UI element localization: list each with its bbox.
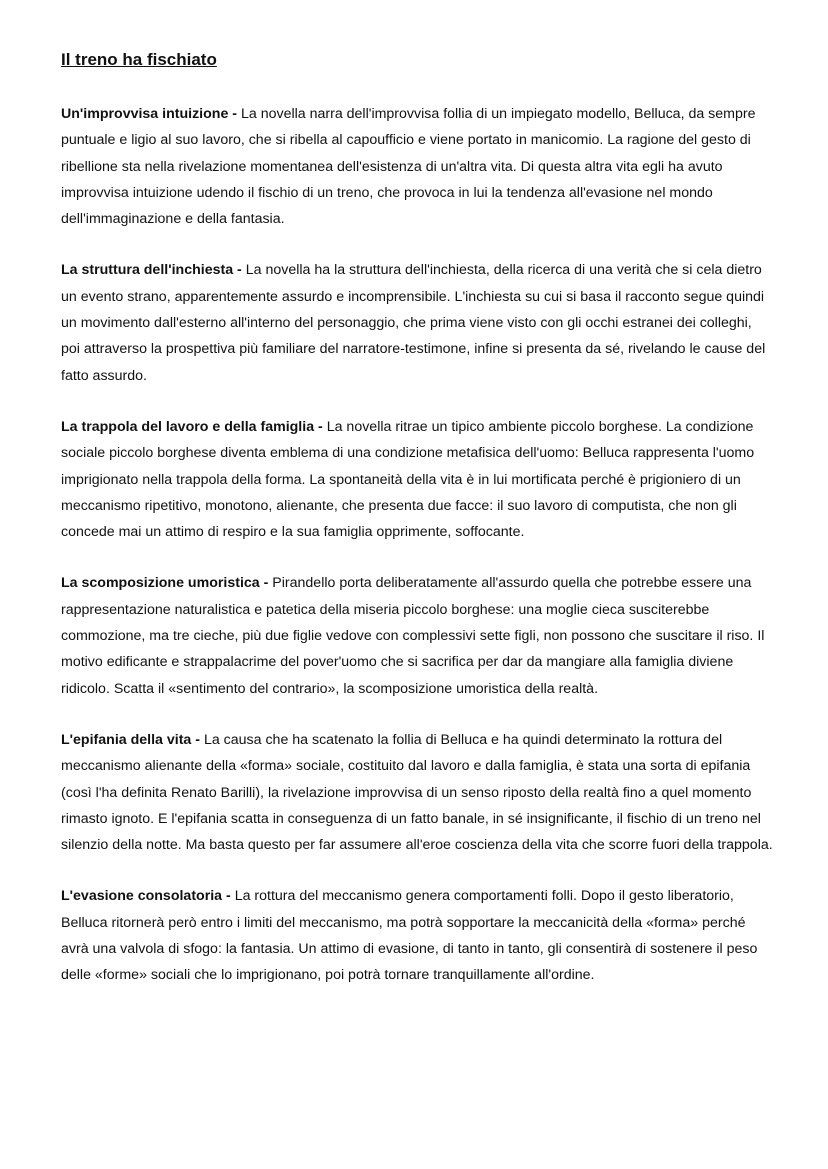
section-heading: La struttura dell'inchiesta - [61, 262, 242, 279]
section-struttura [61, 257, 773, 388]
section-intuizione [61, 101, 773, 232]
section-heading: L'epifania della vita - [61, 731, 200, 748]
section-heading: La trappola del lavoro e della famiglia - [61, 418, 323, 435]
section-heading: La scomposizione umoristica - [61, 575, 269, 592]
section-body: Pirandello porta deliberatamente all'assurdo quella che potrebbe essere una rappresentazione naturalistica e patetica della miseria piccolo borghese: una moglie cieca susciterebbe commozione, ma tre cieche, più due figlie vedove con complessivi sette figli, non possono che suscitare il riso. Il motivo edificante e strappalacrime del pover'uomo che si sacrifica per dar da mangiare alla famiglia diviene ridicolo. Scatta il «sentimento del contrario», la scomposizione umoristica della realtà. [61, 575, 765, 697]
section-body: La novella ha la struttura dell'inchiesta, della ricerca di una verità che si cela dietro un evento strano, apparentemente assurdo e incomprensibile. L'inchiesta su cui si basa il racconto segue quindi un movimento dall'esterno all'interno del personaggio, che prima viene visto con gli occhi estranei dei colleghi, poi attraverso la prospettiva più familiare del narratore-testimone, infine si presenta da sé, rivelando le cause del fatto assurdo. [61, 262, 766, 384]
document-title: Il treno ha fischiato [61, 50, 217, 69]
section-scomposizione [61, 570, 773, 701]
document-page [61, 48, 773, 989]
section-evasione [61, 883, 773, 988]
section-body: La causa che ha scatenato la follia di Belluca e ha quindi determinato la rottura del meccanismo alienante della «forma» sociale, costituito dal lavoro e dalla famiglia, è stata una sorta di epifania (così l'ha definita Renato Barilli), la rivelazione improvvisa di un senso riposto della realtà fino a quel momento rimasto ignoto. E l'epifania scatta in conseguenza di un fatto banale, in sé insignificante, il fischio di un treno nel silenzio della notte. Ma basta questo per far assumere all'eroe coscienza della vita che scorre fuori della trappola. [61, 731, 773, 854]
section-body: La novella ritrae un tipico ambiente piccolo borghese. La condizione sociale piccolo borghese diventa emblema di una condizione metafisica dell'uomo: Belluca rappresenta l'uomo imprigionato nella trappola della forma. La spontaneità della vita è in lui mortificata perché è prigioniero di un meccanismo ripetitivo, monotono, alienante, che presenta due facce: il suo lavoro di computista, che non gli concede mai un attimo di respiro e la sua famiglia opprimente, soffocante. [61, 418, 755, 541]
section-heading: L'evasione consolatoria - [61, 888, 231, 905]
section-body: La novella narra dell'improvvisa follia di un impiegato modello, Belluca, da sempre puntuale e ligio al suo lavoro, che si ribella al capoufficio e viene portato in manicomio. La ragione del gesto di ribellione sta nella rivelazione momentanea dell'esistenza di un'altra vita. Di questa altra vita egli ha avuto improvvisa intuizione udendo il fischio di un treno, che provoca in lui la tendenza all'evasione nel mondo dell'immaginazione e della fantasia. [61, 106, 756, 228]
section-heading: Un'improvvisa intuizione - [61, 106, 238, 122]
section-trappola [61, 414, 773, 545]
section-body: La rottura del meccanismo genera comportamenti folli. Dopo il gesto liberatorio, Belluca ritornerà però entro i limiti del meccanismo, ma potrà sopportare la meccanicità della «forma» perché avrà una valvola di sfogo: la fantasia. Un attimo di evasione, di tanto in tanto, gli consentirà di sostenere il peso delle «forme» sociali che lo imprigionano, poi potrà tornare tranquillamente all'ordine. [61, 888, 758, 984]
section-epifania [61, 727, 773, 858]
